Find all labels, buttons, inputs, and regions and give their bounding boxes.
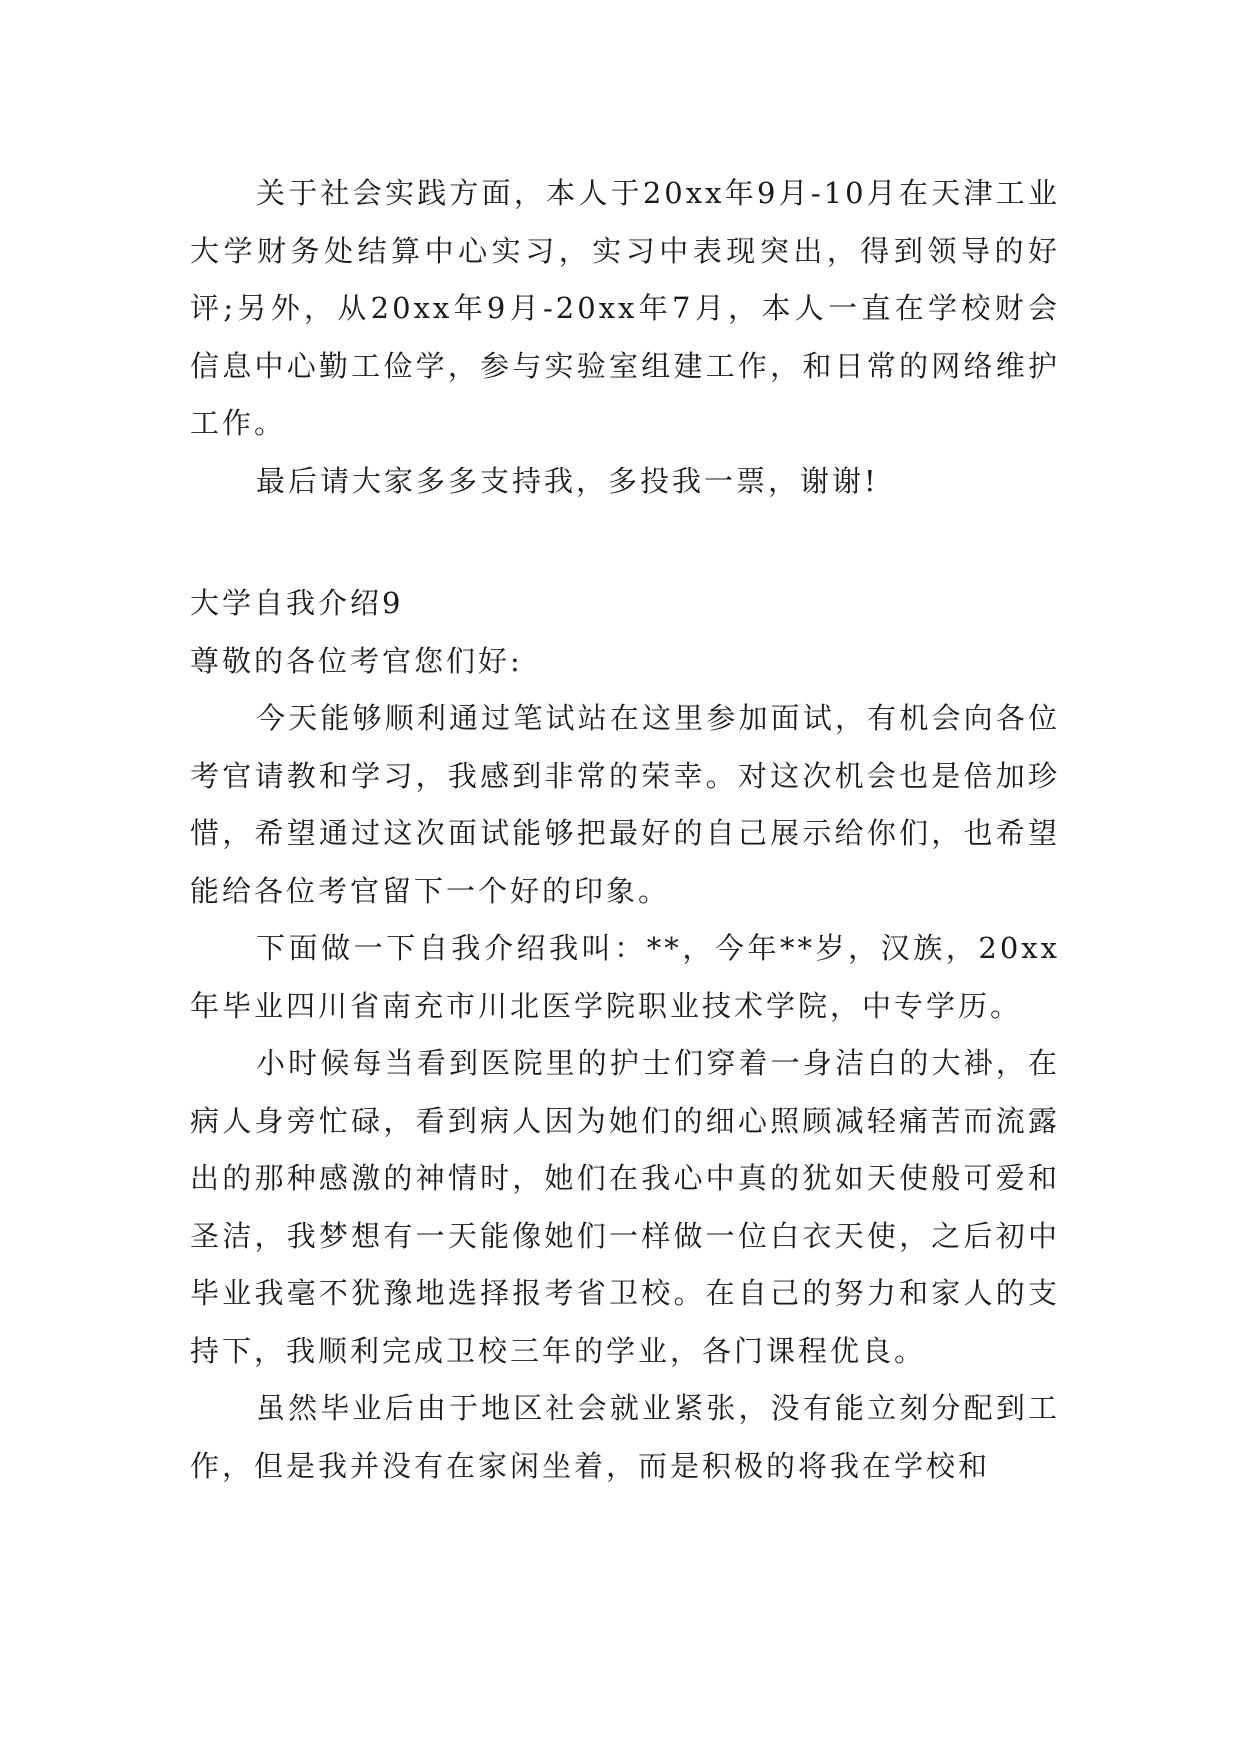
paragraph-nursing-dream: 小时候每当看到医院里的护士们穿着一身洁白的大褂，在病人身旁忙碌，看到病人因为她们的细心照顾减轻痛苦而流露出的那种感激的神情时，她们在我心中真的犹如天使般可爱和圣洁，我梦想有一天能像她们一样做一位白衣天使，之后初中毕业我毫不犹豫地选择报考省卫校。在自己的努力和家人的支持下，我顺利完成卫校三年的学业，各门课程优良。	[190, 1046, 1060, 1368]
salutation: 尊敬的各位考官您们好:	[190, 643, 523, 678]
section-heading: 大学自我介绍9	[190, 586, 404, 620]
section-social-practice	[190, 165, 1060, 510]
paragraph-closing-request: 最后请大家多多支持我，多投我一票，谢谢!	[256, 463, 879, 498]
paragraph-social-practice: 关于社会实践方面，本人于20xx年9月-10月在天津工业大学财务处结算中心实习，实习中表现突出，得到领导的好评;另外，从20xx年9月-20xx年7月，本人一直在学校财会信息中心勤工俭学，参与实验室组建工作，和日常的网络维护工作。	[190, 176, 1060, 440]
paragraph-interview-thanks: 今天能够顺利通过笔试站在这里参加面试，有机会向各位考官请教和学习，我感到非常的荣幸。对这次机会也是倍加珍惜，希望通过这次面试能够把最好的自己展示给你们，也希望能给各位考官留下一个好的印象。	[190, 701, 1060, 908]
paragraph-after-graduation: 虽然毕业后由于地区社会就业紧张，没有能立刻分配到工作，但是我并没有在家闲坐着，而是积极的将我在学校和	[190, 1391, 1060, 1483]
paragraph-personal-info: 下面做一下自我介绍我叫：**，今年**岁，汉族，20xx年毕业四川省南充市川北医学院职业技术学院，中专学历。	[190, 931, 1060, 1023]
section-self-introduction	[190, 575, 1060, 1495]
